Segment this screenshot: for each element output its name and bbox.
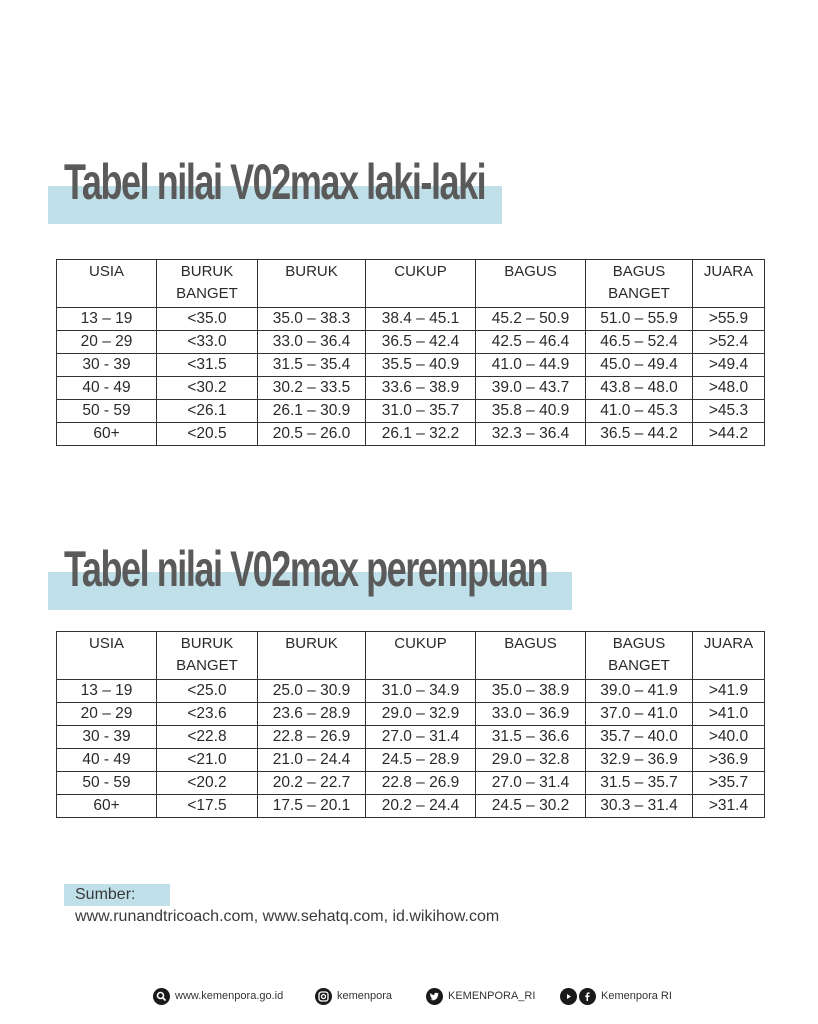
footer-youtube-facebook[interactable] bbox=[560, 985, 672, 1007]
value-cell: 35.7 – 40.0 bbox=[586, 726, 693, 749]
value-cell: 24.5 – 30.2 bbox=[476, 795, 586, 818]
value-cell: 36.5 – 44.2 bbox=[586, 423, 693, 446]
header-usia: USIA bbox=[57, 260, 157, 308]
value-cell: 32.9 – 36.9 bbox=[586, 749, 693, 772]
age-cell: 30 - 39 bbox=[57, 354, 157, 377]
value-cell: 37.0 – 41.0 bbox=[586, 703, 693, 726]
value-cell: 32.3 – 36.4 bbox=[476, 423, 586, 446]
age-cell: 60+ bbox=[57, 795, 157, 818]
header-usia: USIA bbox=[57, 632, 157, 680]
value-cell: 35.0 – 38.3 bbox=[258, 308, 366, 331]
value-cell: 20.5 – 26.0 bbox=[258, 423, 366, 446]
value-cell: 22.8 – 26.9 bbox=[366, 772, 476, 795]
value-cell: <20.5 bbox=[157, 423, 258, 446]
table-row bbox=[57, 772, 765, 795]
value-cell: 39.0 – 41.9 bbox=[586, 680, 693, 703]
value-cell: >40.0 bbox=[693, 726, 765, 749]
value-cell: <35.0 bbox=[157, 308, 258, 331]
value-cell: 26.1 – 30.9 bbox=[258, 400, 366, 423]
value-cell: 46.5 – 52.4 bbox=[586, 331, 693, 354]
value-cell: 33.6 – 38.9 bbox=[366, 377, 476, 400]
age-cell: 20 – 29 bbox=[57, 703, 157, 726]
table-row bbox=[57, 308, 765, 331]
value-cell: 35.5 – 40.9 bbox=[366, 354, 476, 377]
value-cell: 31.0 – 35.7 bbox=[366, 400, 476, 423]
value-cell: >44.2 bbox=[693, 423, 765, 446]
footer-instagram[interactable] bbox=[315, 985, 392, 1007]
value-cell: 31.5 – 35.7 bbox=[586, 772, 693, 795]
header-bagus: BAGUS bbox=[476, 632, 586, 680]
value-cell: >31.4 bbox=[693, 795, 765, 818]
value-cell: >35.7 bbox=[693, 772, 765, 795]
table-header-row bbox=[57, 260, 765, 308]
header-buruk-banget: BURUK BANGET bbox=[157, 260, 258, 308]
value-cell: 31.0 – 34.9 bbox=[366, 680, 476, 703]
footer-twitter-text: KEMENPORA_RI bbox=[448, 990, 536, 1002]
header-juara: JUARA bbox=[693, 632, 765, 680]
value-cell: >36.9 bbox=[693, 749, 765, 772]
value-cell: 36.5 – 42.4 bbox=[366, 331, 476, 354]
value-cell: 38.4 – 45.1 bbox=[366, 308, 476, 331]
footer-website[interactable] bbox=[153, 985, 283, 1007]
value-cell: >52.4 bbox=[693, 331, 765, 354]
men-heading bbox=[48, 150, 633, 214]
value-cell: >55.9 bbox=[693, 308, 765, 331]
value-cell: 22.8 – 26.9 bbox=[258, 726, 366, 749]
value-cell: <17.5 bbox=[157, 795, 258, 818]
table-header-row bbox=[57, 632, 765, 680]
value-cell: 45.2 – 50.9 bbox=[476, 308, 586, 331]
header-juara: JUARA bbox=[693, 260, 765, 308]
value-cell: 27.0 – 31.4 bbox=[476, 772, 586, 795]
value-cell: 30.2 – 33.5 bbox=[258, 377, 366, 400]
value-cell: 20.2 – 24.4 bbox=[366, 795, 476, 818]
age-cell: 13 – 19 bbox=[57, 680, 157, 703]
header-buruk: BURUK bbox=[258, 260, 366, 308]
men-vo2max-table bbox=[56, 259, 765, 446]
value-cell: <33.0 bbox=[157, 331, 258, 354]
age-cell: 40 - 49 bbox=[57, 377, 157, 400]
source-label: Sumber: bbox=[75, 886, 136, 903]
header-cukup: CUKUP bbox=[366, 260, 476, 308]
footer-website-text: www.kemenpora.go.id bbox=[175, 990, 284, 1002]
value-cell: 29.0 – 32.9 bbox=[366, 703, 476, 726]
value-cell: <26.1 bbox=[157, 400, 258, 423]
value-cell: 45.0 – 49.4 bbox=[586, 354, 693, 377]
value-cell: 41.0 – 45.3 bbox=[586, 400, 693, 423]
value-cell: 42.5 – 46.4 bbox=[476, 331, 586, 354]
footer-twitter[interactable] bbox=[426, 985, 535, 1007]
value-cell: 35.0 – 38.9 bbox=[476, 680, 586, 703]
value-cell: 24.5 – 28.9 bbox=[366, 749, 476, 772]
value-cell: >48.0 bbox=[693, 377, 765, 400]
age-cell: 50 - 59 bbox=[57, 772, 157, 795]
header-bagus: BAGUS bbox=[476, 260, 586, 308]
instagram-icon bbox=[315, 988, 332, 1005]
value-cell: 20.2 – 22.7 bbox=[258, 772, 366, 795]
age-cell: 60+ bbox=[57, 423, 157, 446]
facebook-icon bbox=[579, 988, 596, 1005]
table-row bbox=[57, 749, 765, 772]
value-cell: 51.0 – 55.9 bbox=[586, 308, 693, 331]
table-row bbox=[57, 400, 765, 423]
value-cell: 29.0 – 32.8 bbox=[476, 749, 586, 772]
header-bagus-banget: BAGUS BANGET bbox=[586, 260, 693, 308]
value-cell: 30.3 – 31.4 bbox=[586, 795, 693, 818]
value-cell: <21.0 bbox=[157, 749, 258, 772]
women-vo2max-table bbox=[56, 631, 765, 818]
table-row bbox=[57, 423, 765, 446]
men-table-title: Tabel nilai V02max laki-laki bbox=[64, 154, 486, 210]
value-cell: 17.5 – 20.1 bbox=[258, 795, 366, 818]
table-row bbox=[57, 331, 765, 354]
value-cell: 39.0 – 43.7 bbox=[476, 377, 586, 400]
value-cell: <20.2 bbox=[157, 772, 258, 795]
value-cell: <23.6 bbox=[157, 703, 258, 726]
search-icon bbox=[153, 988, 170, 1005]
age-cell: 20 – 29 bbox=[57, 331, 157, 354]
value-cell: <30.2 bbox=[157, 377, 258, 400]
value-cell: 33.0 – 36.4 bbox=[258, 331, 366, 354]
age-cell: 13 – 19 bbox=[57, 308, 157, 331]
table-row bbox=[57, 680, 765, 703]
footer-youtube-facebook-text: Kemenpora RI bbox=[601, 990, 672, 1002]
women-heading bbox=[48, 537, 719, 601]
value-cell: >41.9 bbox=[693, 680, 765, 703]
value-cell: <22.8 bbox=[157, 726, 258, 749]
value-cell: 31.5 – 35.4 bbox=[258, 354, 366, 377]
value-cell: 33.0 – 36.9 bbox=[476, 703, 586, 726]
age-cell: 50 - 59 bbox=[57, 400, 157, 423]
value-cell: 27.0 – 31.4 bbox=[366, 726, 476, 749]
value-cell: 21.0 – 24.4 bbox=[258, 749, 366, 772]
twitter-icon bbox=[426, 988, 443, 1005]
value-cell: 43.8 – 48.0 bbox=[586, 377, 693, 400]
header-buruk: BURUK bbox=[258, 632, 366, 680]
value-cell: 35.8 – 40.9 bbox=[476, 400, 586, 423]
value-cell: 25.0 – 30.9 bbox=[258, 680, 366, 703]
value-cell: 41.0 – 44.9 bbox=[476, 354, 586, 377]
value-cell: <31.5 bbox=[157, 354, 258, 377]
table-row bbox=[57, 354, 765, 377]
header-bagus-banget: BAGUS BANGET bbox=[586, 632, 693, 680]
value-cell: >49.4 bbox=[693, 354, 765, 377]
header-cukup: CUKUP bbox=[366, 632, 476, 680]
header-buruk-banget: BURUK BANGET bbox=[157, 632, 258, 680]
age-cell: 40 - 49 bbox=[57, 749, 157, 772]
table-row bbox=[57, 377, 765, 400]
value-cell: 23.6 – 28.9 bbox=[258, 703, 366, 726]
age-cell: 30 - 39 bbox=[57, 726, 157, 749]
youtube-icon bbox=[560, 988, 577, 1005]
value-cell: >45.3 bbox=[693, 400, 765, 423]
footer-instagram-text: kemenpora bbox=[337, 990, 393, 1002]
table-row bbox=[57, 703, 765, 726]
footer bbox=[0, 985, 818, 1007]
value-cell: 26.1 – 32.2 bbox=[366, 423, 476, 446]
women-table-title: Tabel nilai V02max perempuan bbox=[64, 541, 548, 597]
value-cell: >41.0 bbox=[693, 703, 765, 726]
table-row bbox=[57, 795, 765, 818]
value-cell: <25.0 bbox=[157, 680, 258, 703]
table-row bbox=[57, 726, 765, 749]
value-cell: 31.5 – 36.6 bbox=[476, 726, 586, 749]
source-links: www.runandtricoach.com, www.sehatq.com, id.wikihow.com bbox=[75, 908, 500, 925]
